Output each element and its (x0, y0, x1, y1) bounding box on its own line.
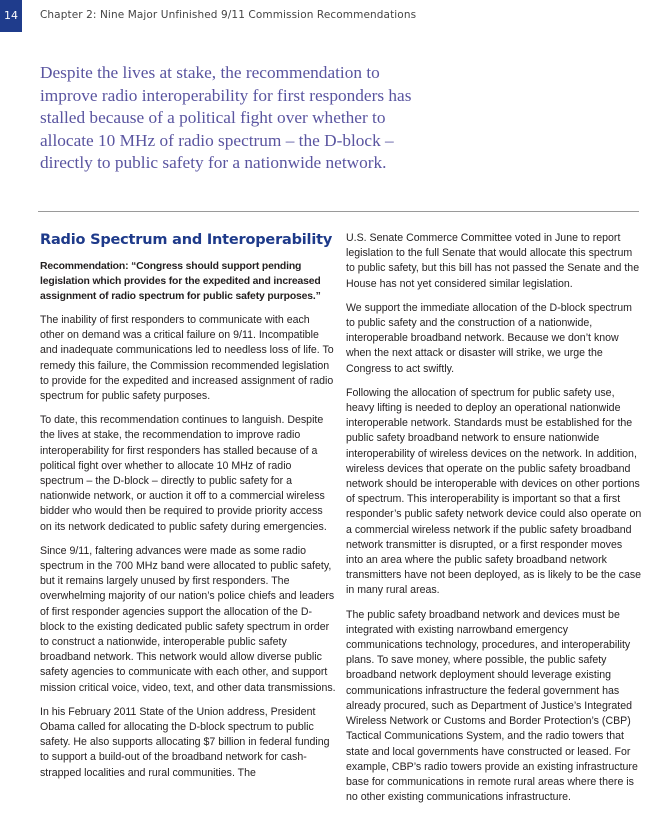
left-column (40, 231, 336, 790)
body-paragraph: To date, this recommendation continues to languish. Despite the lives at stake, the recommendation to improve radio interoperability for first responders has stalled because of a political fight over whether to allocate 10 MHz of radio spectrum – the D-block – directly to public safety for a nationwide network, or auction it off to a commercial wireless bidder who would then be required to provide priority access on its network dedicated to public safety during emergencies. (40, 414, 327, 533)
body-paragraph: The inability of first responders to communicate with each other on demand was a critical failure on 9/11. Incompatible and inadequate communications led to needless loss of life. To remedy this failure, the Commission recommended legislation to provide for the expedited and increased assignment of radio spectrum for public safety purposes. (40, 314, 334, 403)
body-paragraph: Following the allocation of spectrum for public safety use, heavy lifting is needed to deploy an operational nationwide interoperable network. Standards must be established for the public safety broadband network to ensure nationwide interoperability of wireless devices on the network. In addition, wireless devices that operate on the public safety broadband network should be interoperable with devices on other portions of spectrum. This interoperability is important so that a first responder’s public safety network device could also operate on a commercial wireless network if the public safety broadband network transmitter is disrupted, or a first responder moves into an area where the public safety broadband network transmitters have not been deployed, as is likely to be the case in many rural areas. (346, 386, 642, 597)
running-head: Chapter 2: Nine Major Unfinished 9/11 Commission Recommendations (40, 9, 417, 21)
pull-quote: Despite the lives at stake, the recommendation to improve radio interoperability for first responders has stalled because of a political fight over whether to allocate 10 MHz of radio spectrum – the D-block – directly to public safety for a nationwide network. (40, 63, 412, 173)
right-column (346, 231, 642, 814)
body-paragraph: In his February 2011 State of the Union address, President Obama called for allocating the D-block spectrum to public safety. He also supports allocating $7 billion in federal funding to support a build-out of the broadband network for cash-strapped localities and rural communities. The (40, 705, 330, 779)
body-paragraph: We support the immediate allocation of the D-block spectrum to public safety and the construction of a nationwide, interoperable broadband network. Because we don’t know when the next attack or disaster will strike, we urge the Congress to act swiftly. (346, 301, 632, 375)
section-title: Radio Spectrum and Interoperability (40, 232, 333, 248)
body-paragraph: Since 9/11, faltering advances were made as some radio spectrum in the 700 MHz band were allocated to public safety, but it remains largely unused by first responders. The overwhelming majority of our nation’s police chiefs and leaders of first responder agencies support the allocation of the D-block to the existing dedicated public safety spectrum in order to construct a nationwide, interoperable public safety broadband network. This network would allow diverse public safety agencies to communicate with each other, and support mission critical voice, video, text, and other data transmissions. (40, 544, 336, 694)
recommendation-text: Recommendation: “Congress should support pending legislation which provides for the expedited and increased assignment of radio spectrum for public safety purposes.” (40, 261, 321, 302)
body-paragraph: The public safety broadband network and devices must be integrated with existing narrowband emergency communications technology, procedures, and interoperability plans. To save money, where possible, the public safety broadband network deployment should leverage existing communications infrastructure the federal government has already procured, such as Department of Justice’s Integrated Wireless Network or Customs and Border Protection’s (CBP) Tactical Communications System, and the radio towers that state and local governments have constructed or leased. For example, CBP’s radio towers provide an existing infrastructure base for communications in remote rural areas where there is no other existing communications infrastructure. (346, 608, 638, 804)
page-number: 14 (0, 0, 22, 32)
body-paragraph: U.S. Senate Commerce Committee voted in June to report legislation to the full Senate that would allocate this spectrum to public safety, but this bill has not passed the Senate and the House has not yet considered similar legislation. (346, 232, 640, 290)
divider (38, 211, 639, 212)
